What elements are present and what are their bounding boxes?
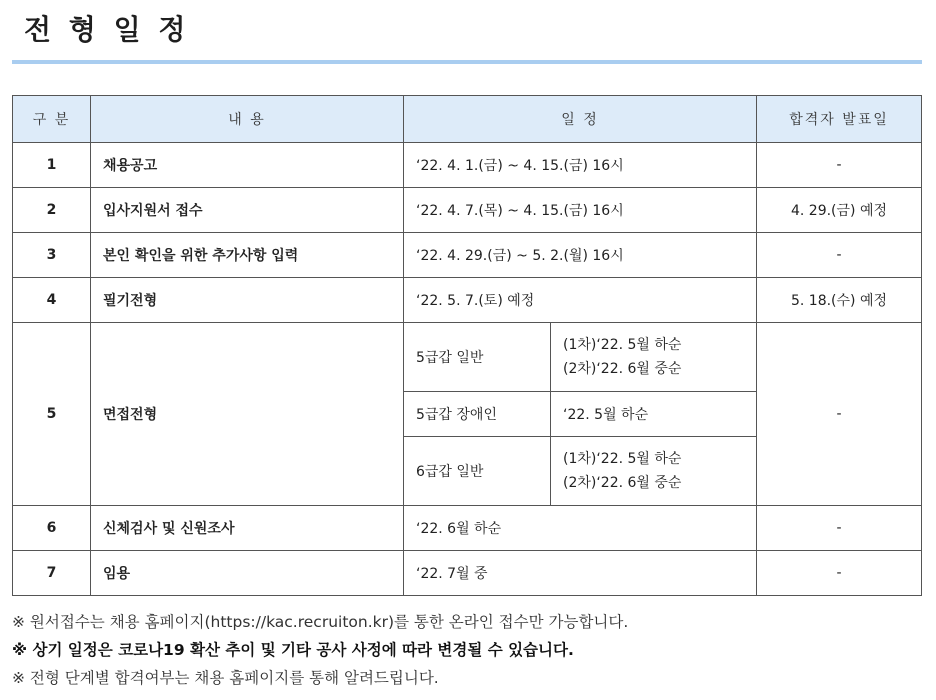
header-schedule: 일 정 [404, 96, 757, 143]
row-schedule: ‘22. 4. 7.(목) ~ 4. 15.(금) 16시 [404, 188, 757, 233]
row-schedule: ‘22. 4. 29.(금) ~ 5. 2.(월) 16시 [404, 233, 757, 278]
table-row [13, 506, 922, 551]
interview-schedule-line: (2차)‘22. 6월 중순 [563, 361, 682, 377]
row-item: 필기전형 [91, 278, 404, 323]
row-number: 4 [13, 278, 91, 323]
row-announcement: - [757, 233, 922, 278]
note-schedule-change: ※ 상기 일정은 코로나19 확산 추이 및 기타 공사 사정에 따라 변경될 수 있습니다. [12, 641, 574, 659]
table-row [13, 278, 922, 323]
interview-schedule-line: (2차)‘22. 6월 중순 [563, 475, 682, 491]
interview-schedule: ‘22. 5월 하순 [551, 392, 757, 437]
header-division: 구 분 [13, 96, 91, 143]
row-schedule: ‘22. 7월 중 [404, 551, 757, 596]
note-online-application: ※ 원서접수는 채용 홈페이지(https://kac.recruiton.kr)를 통한 온라인 접수만 가능합니다. [12, 613, 629, 631]
interview-schedule-line: (1차)‘22. 5월 하순 [563, 337, 682, 353]
header-content: 내 용 [91, 96, 404, 143]
row-schedule: ‘22. 5. 7.(토) 예정 [404, 278, 757, 323]
page-title: 전 형 일 정 [24, 13, 190, 46]
row-number: 5 [13, 323, 91, 506]
interview-grade: 5급갑 장애인 [404, 392, 551, 437]
table-row [13, 233, 922, 278]
table-row-interview [13, 323, 922, 392]
row-announcement: - [757, 323, 922, 506]
row-announcement: - [757, 506, 922, 551]
schedule-table [12, 95, 922, 596]
interview-schedule [551, 323, 757, 392]
interview-grade: 5급갑 일반 [404, 323, 551, 392]
row-item: 신체검사 및 신원조사 [91, 506, 404, 551]
row-schedule: ‘22. 4. 1.(금) ~ 4. 15.(금) 16시 [404, 143, 757, 188]
row-announcement: 5. 18.(수) 예정 [757, 278, 922, 323]
row-number: 2 [13, 188, 91, 233]
row-number: 1 [13, 143, 91, 188]
table-header-row [13, 96, 922, 143]
row-item: 본인 확인을 위한 추가사항 입력 [91, 233, 404, 278]
table-row [13, 188, 922, 233]
row-number: 6 [13, 506, 91, 551]
row-announcement: 4. 29.(금) 예정 [757, 188, 922, 233]
row-number: 3 [13, 233, 91, 278]
table-row [13, 551, 922, 596]
header-announcement: 합격자 발표일 [757, 96, 922, 143]
row-item: 채용공고 [91, 143, 404, 188]
table-row [13, 143, 922, 188]
row-item: 면접전형 [91, 323, 404, 506]
row-schedule: ‘22. 6월 하순 [404, 506, 757, 551]
interview-schedule-line: (1차)‘22. 5월 하순 [563, 451, 682, 467]
notes [12, 608, 628, 692]
row-item: 입사지원서 접수 [91, 188, 404, 233]
row-announcement: - [757, 143, 922, 188]
row-announcement: - [757, 551, 922, 596]
interview-schedule [551, 437, 757, 506]
row-number: 7 [13, 551, 91, 596]
title-divider [12, 60, 922, 64]
note-result-notice: ※ 전형 단계별 합격여부는 채용 홈페이지를 통해 알려드립니다. [12, 669, 439, 687]
interview-grade: 6급갑 일반 [404, 437, 551, 506]
row-item: 임용 [91, 551, 404, 596]
